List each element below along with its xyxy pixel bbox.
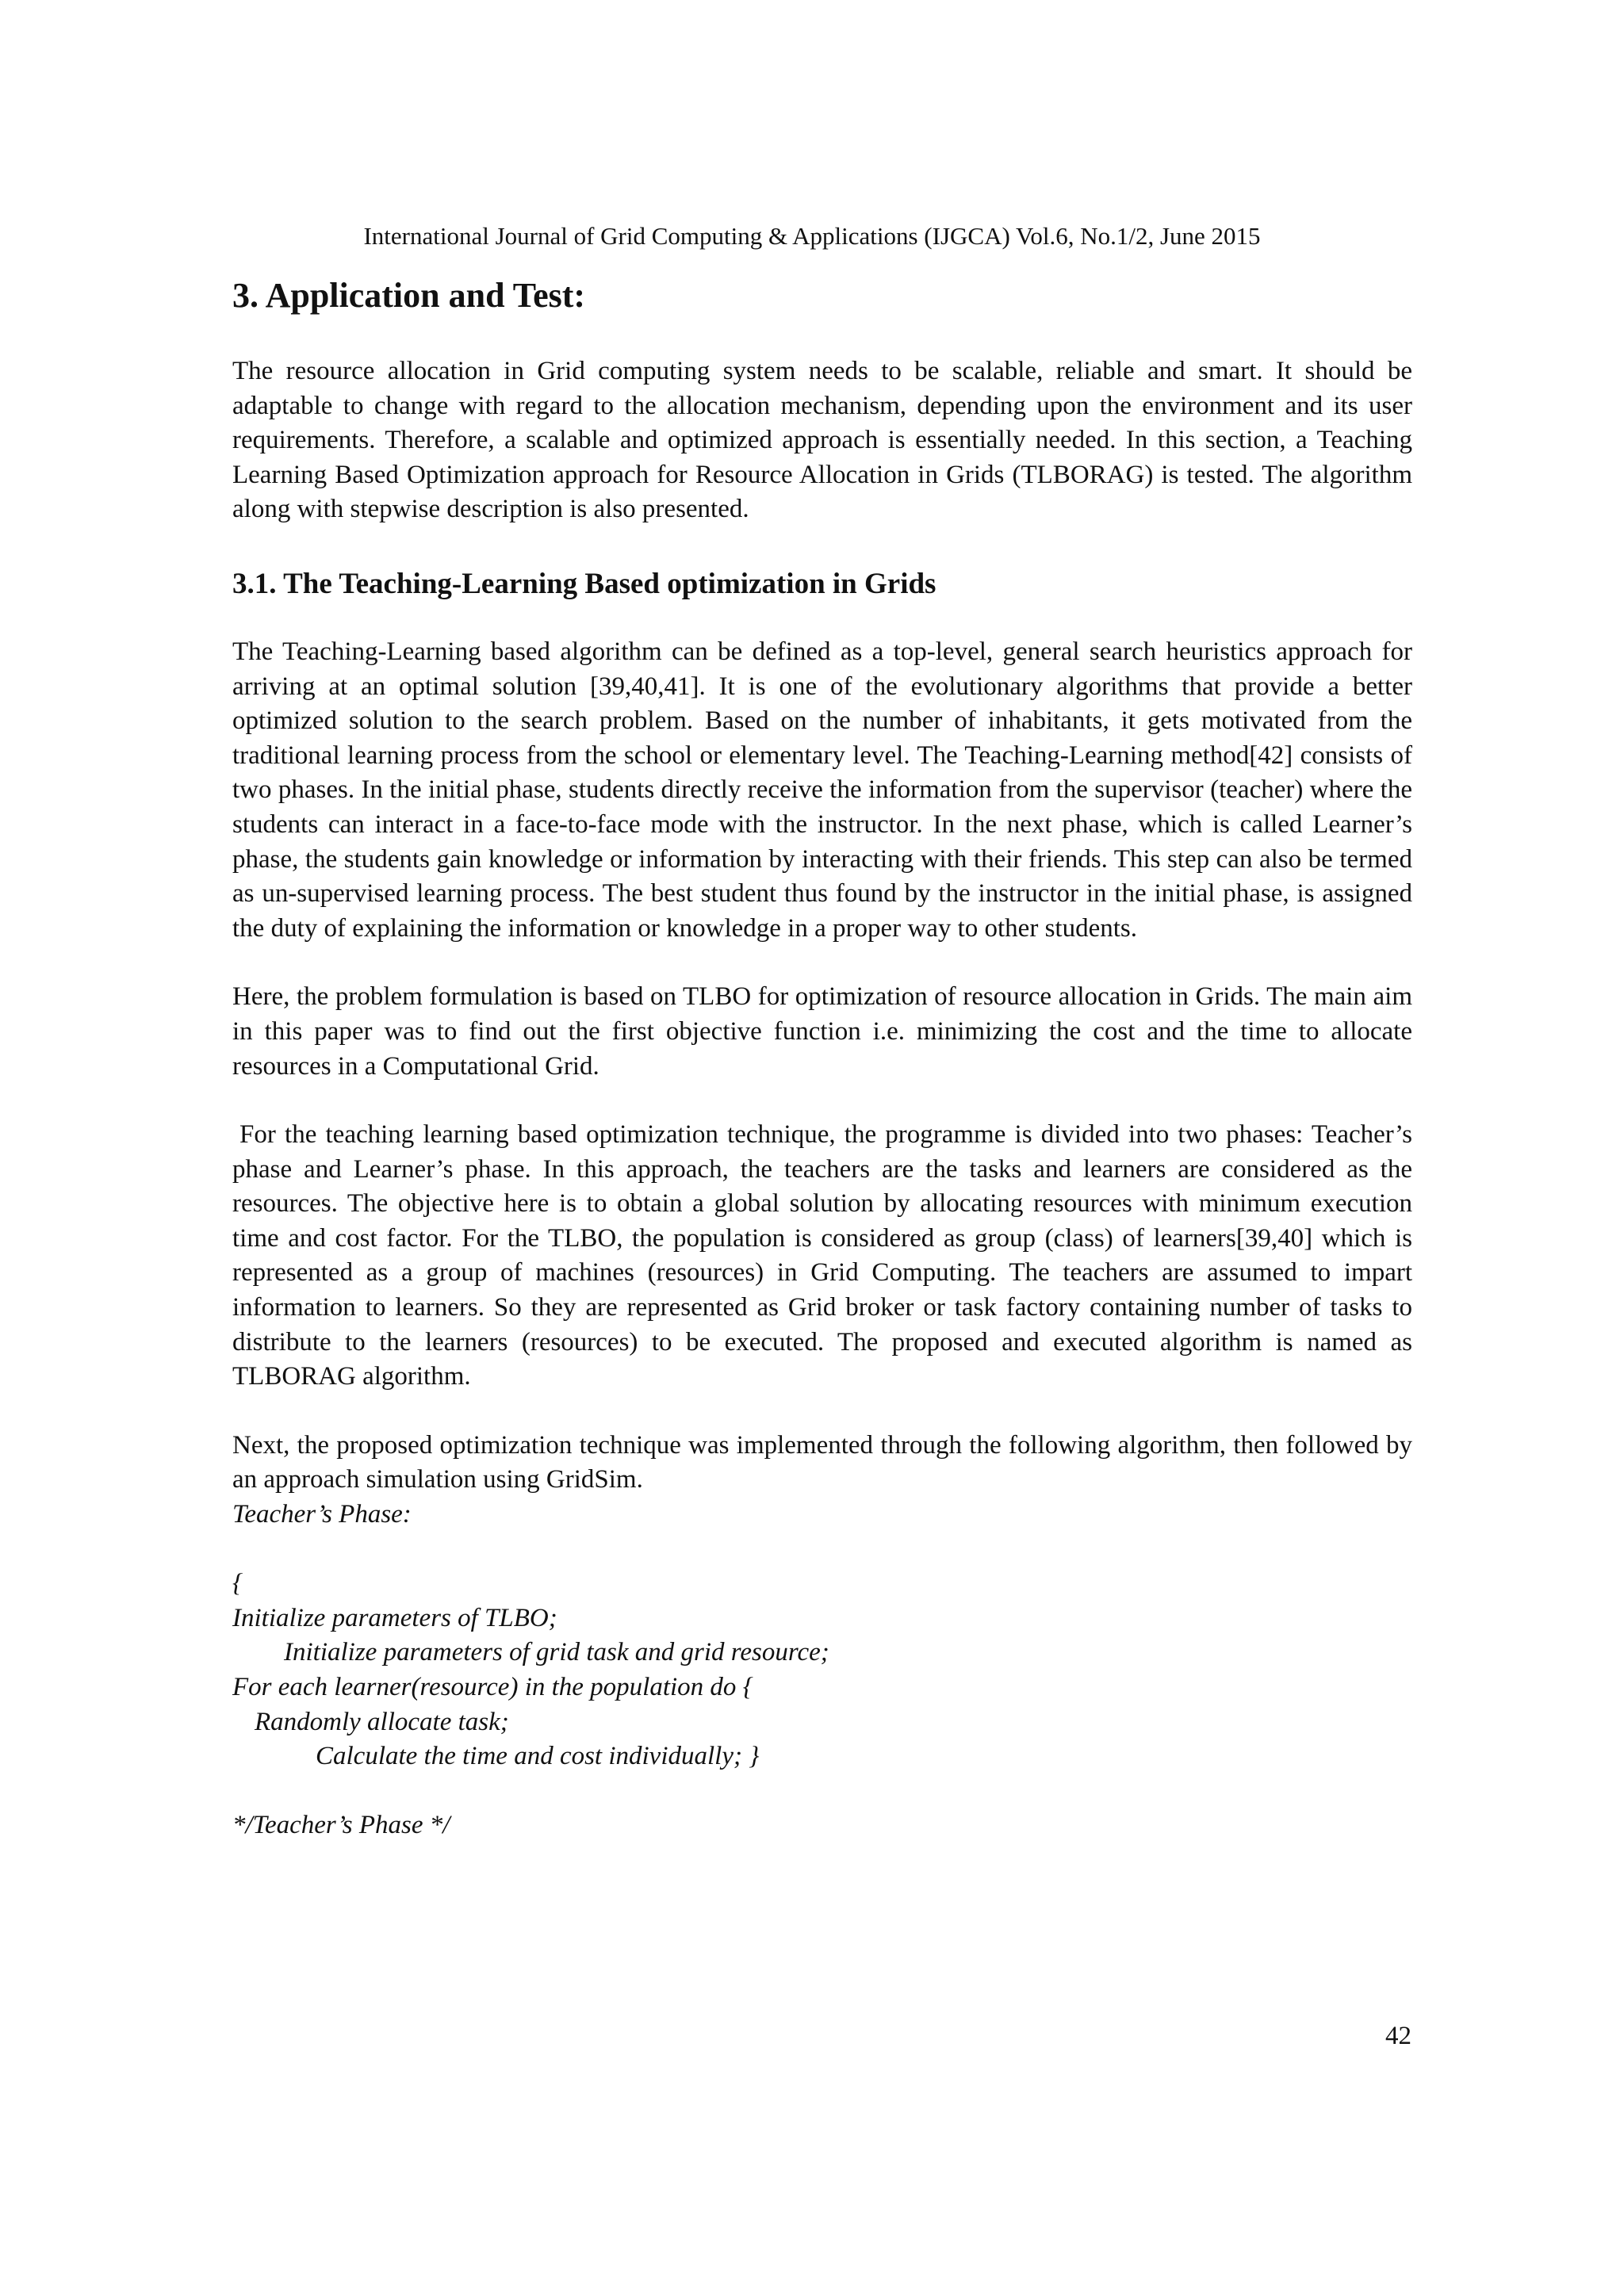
body-paragraph-4: Next, the proposed optimization technique was implemented through the following algorithm, then followed by an approach simulation using GridSim. <box>232 1430 1412 1494</box>
page-number: 42 <box>1385 2022 1411 2050</box>
algorithm-line-init-tlbo: Initialize parameters of TLBO; <box>232 1603 557 1632</box>
algorithm-phase-label: Teacher’s Phase: <box>232 1500 412 1529</box>
page-content <box>232 274 1412 1843</box>
body-paragraph-2: Here, the problem formulation is based on TLBO for optimization of resource allocation in Grids. The main aim in this paper was to find out the first objective function i.e. minimizing the cost and the time to allocate resources in a Computational Grid. <box>232 982 1412 1081</box>
algorithm-spacer <box>232 1774 1412 1809</box>
algorithm-line-for-each: For each learner(resource) in the population do { <box>232 1673 753 1701</box>
section-title: 3. Application and Test: <box>232 276 586 315</box>
algorithm-spacer <box>232 1533 1412 1567</box>
algorithm-line-init-grid: Initialize parameters of grid task and grid resource; <box>284 1638 829 1667</box>
running-header: International Journal of Grid Computing & Applications (IJGCA) Vol.6, No.1/2, June 2015 <box>363 222 1261 250</box>
section-intro-paragraph: The resource allocation in Grid computing system needs to be scalable, reliable and smart. It should be adaptable to change with regard to the allocation mechanism, depending upon the environment and its user requirements. Therefore, a scalable and optimized approach is essentially needed. In this section, a Teaching Learning Based Optimization approach for Resource Allocation in Grids (TLBORAG) is tested. The algorithm along with stepwise description is also presented. <box>232 357 1412 524</box>
algorithm-block <box>232 1498 1412 1843</box>
body-paragraph-1: The Teaching-Learning based algorithm can be defined as a top-level, general search heuristics approach for arriving at an optimal solution [39,40,41]. It is one of the evolutionary algorithms that provide a better optimized solution to the search problem. Based on the number of inhabitants, it gets motivated from the traditional learning process from the school or elementary level. The Teaching-Learning method[42] consists of two phases. In the initial phase, students directly receive the information from the supervisor (teacher) where the students can interact in a face-to-face mode with the instructor. In the next phase, which is called Learner’s phase, the students gain knowledge or information by interacting with their friends. This step can also be termed as un-supervised learning process. The best student thus found by the instructor in the initial phase, is assigned the duty of explaining the information or knowledge in a proper way to other students. <box>232 637 1412 943</box>
algorithm-line-calculate: Calculate the time and cost individually; } <box>316 1742 760 1771</box>
subsection-title: 3.1. The Teaching-Learning Based optimization in Grids <box>232 567 936 600</box>
algorithm-line-open-brace: { <box>232 1569 243 1598</box>
algorithm-end-comment: */Teacher’s Phase */ <box>232 1811 450 1840</box>
algorithm-line-allocate: Randomly allocate task; <box>255 1707 509 1736</box>
body-paragraph-3: For the teaching learning based optimization technique, the programme is divided into two phases: Teacher’s phase and Learner’s phase. In this approach, the teachers are the tasks and learners are considered as the resources. The objective here is to obtain a global solution by allocating resources with minimum execution time and cost factor. For the TLBO, the population is considered as group (class) of learners[39,40] which is represented as a group of machines (resources) in Grid Computing. The teachers are assumed to impart information to learners. So they are represented as Grid broker or task factory containing number of tasks to distribute to the learners (resources) to be executed. The proposed and executed algorithm is named as TLBORAG algorithm. <box>232 1120 1412 1391</box>
